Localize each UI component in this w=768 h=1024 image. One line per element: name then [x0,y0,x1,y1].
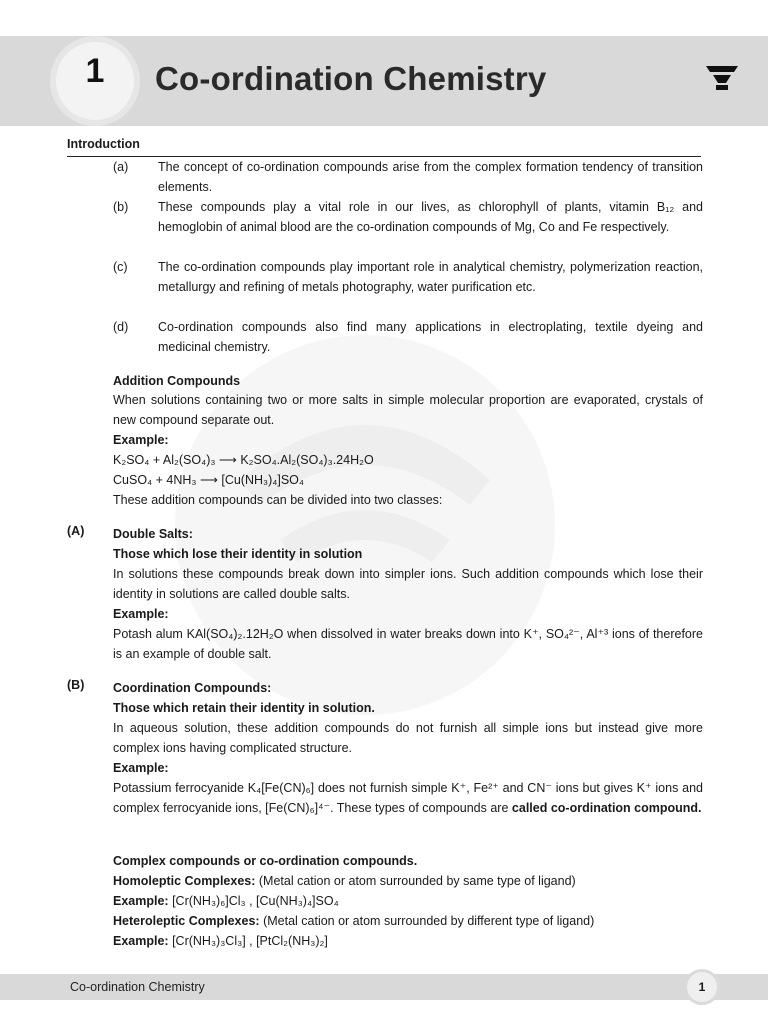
chapter-title: Co-ordination Chemistry [155,60,547,97]
coordination-example [113,778,703,818]
homoleptic-label: Homoleptic Complexes: [113,874,256,888]
section-marker-b: (B) [67,678,85,692]
coordination-text: In aqueous solution, these addition compounds do not furnish all simple ions but instead give more complex ions having complicated structure. [113,721,703,755]
double-salts-subheading: Those which lose their identity in solution [113,547,363,561]
double-salts-example-label: Example: [113,607,169,621]
double-salts-text: In solutions these compounds break down into simpler ions. Such addition compounds which lose their identity in solutions are called double salts. [113,567,703,601]
complex-heading: Complex compounds or co-ordination compounds. [113,854,418,868]
intro-item-text: These compounds play a vital role in our lives, as chlorophyll of plants, vitamin B₁₂ and hemoglobin of animal blood are the co-ordination compounds of Mg, Co and Fe respectively. [158,200,703,234]
page-number: 1 [698,980,706,994]
homoleptic-example-line [113,891,703,911]
homoleptic-example: [Cr(NH₃)₆]Cl₃ , [Cu(NH₃)₄]SO₄ [172,894,339,908]
intro-item-label: (c) [113,260,128,274]
heteroleptic-example: [Cr(NH₃)₃Cl₃] , [PtCl₂(NH₃)₂] [172,934,328,948]
addition-text: When solutions containing two or more salts in simple molecular proportion are evaporated, crystals of new compound separate out. [113,393,703,427]
coordination-subheading: Those which retain their identity in solution. [113,701,375,715]
addition-classes-text: These addition compounds can be divided into two classes: [113,493,443,507]
addition-heading: Addition Compounds [113,374,241,388]
addition-equation-1: K₂SO₄ + Al₂(SO₄)₃ ⟶ K₂SO₄.Al₂(SO₄)₃.24H₂O [113,453,374,467]
homoleptic-example-label: Example: [113,894,169,908]
heteroleptic-line [113,911,703,931]
heteroleptic-text: (Metal cation or atom surrounded by different type of ligand) [263,914,595,928]
double-salts-example: Potash alum KAl(SO₄)₂.12H₂O when dissolved in water breaks down into K⁺, SO₄²⁻, Al⁺³ ions of therefore is an example of double salt. [113,627,703,661]
heteroleptic-example-line [113,931,703,951]
intro-item-text: The co-ordination compounds play important role in analytical chemistry, polymerization reaction, metallurgy and refining of metals photography, water purification etc. [158,260,703,294]
introduction-heading: Introduction [67,137,140,151]
intro-item-label: (a) [113,160,129,174]
coordination-example-text: Potassium ferrocyanide K₄[Fe(CN)₆] does not furnish simple K⁺, Fe²⁺ and CN⁻ ions but gives K⁺ ions and complex ferrocyanide ions, [Fe(CN)₆]⁴⁻. These types of compounds are [113,781,703,815]
intro-item-label: (d) [113,320,129,334]
chapter-number: 1 [85,52,105,90]
heteroleptic-example-label: Example: [113,934,169,948]
footer-title: Co-ordination Chemistry [70,980,205,994]
double-salts-heading: Double Salts: [113,527,193,541]
homoleptic-line [113,871,703,891]
heteroleptic-label: Heteroleptic Complexes: [113,914,260,928]
homoleptic-text: (Metal cation or atom surrounded by same type of ligand) [258,874,576,888]
coordination-example-bold: called co-ordination compound. [511,801,702,815]
coordination-example-label: Example: [113,761,169,775]
addition-example-label: Example: [113,433,169,447]
addition-equation-2: CuSO₄ + 4NH₃ ⟶ [Cu(NH₃)₄]SO₄ [113,473,305,487]
intro-item-label: (b) [113,200,129,214]
section-marker-a: (A) [67,524,85,538]
intro-item-text: Co-ordination compounds also find many applications in electroplating, textile dyeing and medicinal chemistry. [158,320,703,354]
intro-item-text: The concept of co-ordination compounds arise from the complex formation tendency of transition elements. [158,160,703,194]
coordination-heading: Coordination Compounds: [113,681,272,695]
brand-logo-icon [706,66,738,90]
